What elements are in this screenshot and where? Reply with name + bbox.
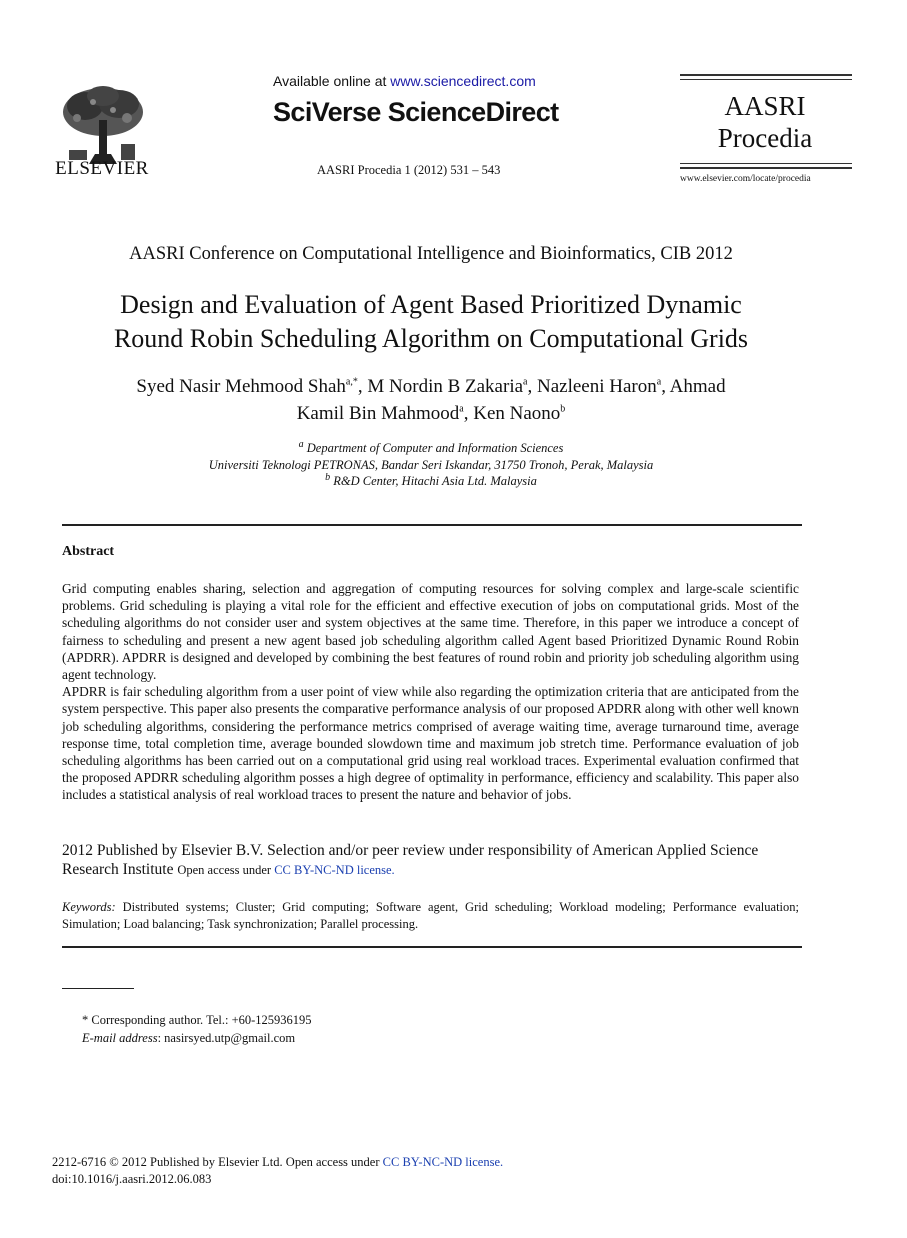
- publication-text: 2012 Published by Elsevier B.V. Selection and/or peer review under responsibility of American Applied Science Research Institute: [62, 842, 759, 878]
- available-online-line: [273, 73, 536, 89]
- affiliation-b-mark: b: [325, 471, 331, 483]
- keywords-text: Distributed systems; Cluster; Grid computing; Software agent, Grid scheduling; Workload modeling; Performance evaluation; Simulation; Load balancing; Task synchronization; Parallel processing.: [62, 900, 799, 931]
- paper-title: [40, 288, 822, 356]
- copyright-block: [52, 1154, 503, 1187]
- abstract-body: [62, 580, 799, 804]
- abstract-paragraph-2: APDRR is fair scheduling algorithm from a user point of view while also regarding the optimization criteria that are anticipated from the system perspective. This paper also presents the comparative performance analysis of our proposed APDRR along with other well known job scheduling algorithms, considering the performance metrics comprised of average waiting time, average turnaround time, average response time, total completion time, average bounded slowdown time and maximum job stretch time. Performance evaluation of job scheduling algorithms has been carried out on a computational grid using real workload traces. Experimental evaluation confirmed that the proposed APDRR scheduling algorithm posses a high degree of optimality in performance, efficiency and scalability. This paper also includes a statistical analysis of real workload traces to present the nature and behavior of jobs.: [62, 684, 799, 803]
- author-affiliation-mark: a: [656, 376, 662, 388]
- journal-name: [680, 90, 850, 154]
- journal-url[interactable]: www.elsevier.com/locate/procedia: [680, 174, 811, 184]
- author-separator: ,: [357, 376, 368, 397]
- author-separator: ,: [527, 376, 537, 397]
- affiliation-b: $^b$ R&D Center, Hitachi Asia Ltd. Malaysia: [325, 471, 537, 488]
- author-name: M Nordin B Zakaria: [367, 376, 524, 397]
- sciverse-sciencedirect-logo: SciVerse ScienceDirect: [273, 97, 559, 127]
- author-affiliation-mark: a,*: [345, 376, 358, 388]
- footnote-rule: [62, 988, 134, 989]
- email-line: [82, 1030, 312, 1048]
- journal-box-top-rule: [680, 74, 852, 76]
- affiliation-a-line1: $^a$ Department of Computer and Information Sciences: [298, 438, 564, 455]
- abstract-top-rule: [62, 524, 802, 526]
- author-affiliation-mark: b: [560, 403, 566, 415]
- author-affiliation-mark: a: [523, 376, 528, 388]
- open-access-text: Open access under: [177, 863, 275, 877]
- author-name: Syed Nasir Mehmood Shah: [136, 376, 346, 397]
- journal-box-bottom-rule-2: [680, 167, 852, 169]
- email-value: : nasirsyed.utp@gmail.com: [157, 1030, 296, 1045]
- journal-box-top-rule-2: [680, 79, 852, 80]
- author-name: Nazleeni Haron: [536, 376, 657, 397]
- abstract-bottom-rule: [62, 946, 802, 948]
- paper-title-line2: Round Robin Scheduling Algorithm on Computational Grids: [113, 324, 749, 353]
- affiliation-a-mark: a: [298, 438, 304, 450]
- email-label: E-mail address: [82, 1030, 158, 1045]
- journal-reference: AASRI Procedia 1 (2012) 531 – 543: [317, 163, 501, 177]
- author-separator: ,: [463, 403, 474, 424]
- author-separator: , Ahmad: [661, 376, 726, 397]
- keywords-label: Keywords:: [62, 900, 116, 914]
- abstract-paragraph-1: Grid computing enables sharing, selection and aggregation of computing resources for solving complex and large-scale scientific problems. Grid scheduling is playing a vital role for the efficient and effective execution of jobs on computational grids. Most of the scheduling algorithms do not consider user and system objectives at the same time. Therefore, in this paper we introduce a concept of fairness to scheduling and present a new agent based job scheduling algorithm called Agent based Prioritized Dynamic Round Robin (APDRR). APDRR is designed and developed by combining the best features of round robin and priority job scheduling algorithm using agent technology.: [62, 581, 799, 683]
- license-link[interactable]: CC BY-NC-ND license.: [382, 1155, 504, 1169]
- corresponding-author: * Corresponding author. Tel.: +60-125936195: [82, 1013, 312, 1027]
- license-link[interactable]: CC BY-NC-ND license.: [274, 863, 395, 877]
- author-list: [40, 373, 822, 427]
- footnote: [82, 1012, 312, 1047]
- abstract-heading: Abstract: [62, 544, 115, 559]
- journal-box-bottom-rule: [680, 163, 852, 164]
- publication-statement: [62, 841, 799, 880]
- open-access-text: Open access under: [285, 1155, 383, 1169]
- sciencedirect-link[interactable]: www.sciencedirect.com: [390, 73, 536, 89]
- journal-name-line1: AASRI: [724, 91, 806, 121]
- issn-text: 2212-6716 © 2012 Published by Elsevier Ltd.: [52, 1155, 286, 1169]
- author-affiliation-mark: a: [459, 403, 464, 415]
- author-name: Ken Naono: [473, 403, 561, 424]
- keywords: [62, 899, 799, 932]
- journal-name-line2: Procedia: [717, 123, 813, 153]
- affiliations: [40, 440, 822, 490]
- doi[interactable]: doi:10.1016/j.aasri.2012.06.083: [52, 1171, 212, 1186]
- author-name: Kamil Bin Mahmood: [296, 403, 460, 424]
- conference-name: AASRI Conference on Computational Intelligence and Bioinformatics, CIB 2012: [129, 244, 733, 264]
- issn-line: [52, 1154, 503, 1171]
- paper-title-line1: Design and Evaluation of Agent Based Prioritized Dynamic: [120, 290, 742, 319]
- publisher-wordmark: ELSEVIER: [55, 158, 149, 179]
- affiliation-a-line2: Universiti Teknologi PETRONAS, Bandar Seri Iskandar, 31750 Tronoh, Perak, Malaysia: [208, 457, 654, 472]
- available-prefix: Available online at: [273, 73, 391, 89]
